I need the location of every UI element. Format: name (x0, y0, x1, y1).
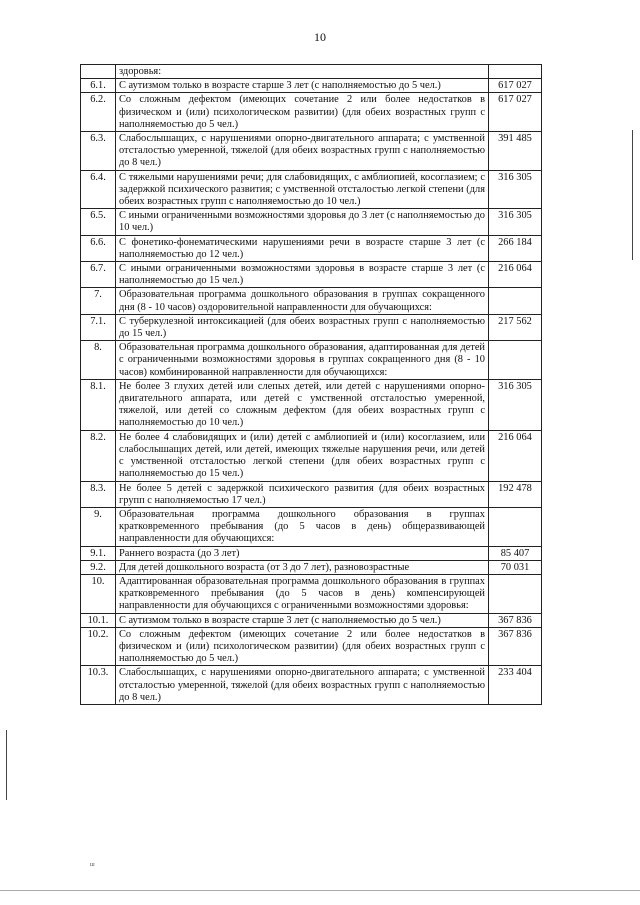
table-row (81, 65, 542, 79)
row-number (81, 65, 116, 79)
row-number: 7.1. (81, 314, 116, 340)
row-description: Слабослышащих, с нарушениями опорно-двигательного аппарата; с умственной отсталостью умеренной, тяжелой (для обеих возрастных групп с наполняемостью до 8 чел.) (116, 132, 489, 171)
page-number: 10 (314, 30, 326, 44)
scan-edge-line (632, 130, 633, 260)
row-number: 6.4. (81, 170, 116, 209)
row-value: 367 836 (489, 613, 542, 627)
scan-edge-line (6, 730, 7, 800)
row-value: 233 404 (489, 666, 542, 705)
table-row (81, 560, 542, 574)
row-number: 9. (81, 507, 116, 546)
row-description: Раннего возраста (до 3 лет) (116, 546, 489, 560)
row-number: 6.6. (81, 235, 116, 261)
table-row (81, 262, 542, 288)
row-value: 617 027 (489, 93, 542, 132)
row-number: 10.2. (81, 627, 116, 666)
table-row (81, 170, 542, 209)
footer-mark: ш (90, 862, 95, 868)
table-row (81, 546, 542, 560)
row-value: 367 836 (489, 627, 542, 666)
row-number: 6.7. (81, 262, 116, 288)
row-number: 8.3. (81, 481, 116, 507)
row-number: 6.1. (81, 79, 116, 93)
row-description: Образовательная программа дошкольного образования, адаптированная для детей с ограниченными возможностями здоровья в группах сокращенного дня (8 - 10 часов) комбинированной направленности для обучающихся: (116, 341, 489, 380)
row-value: 391 485 (489, 132, 542, 171)
table-row (81, 627, 542, 666)
row-description: С туберкулезной интоксикацией (для обеих возрастных групп с наполняемостью до 15 чел.) (116, 314, 489, 340)
row-value: 316 305 (489, 209, 542, 235)
row-value (489, 65, 542, 79)
row-description: Образовательная программа дошкольного образования в группах сокращенного дня (8 - 10 часов) оздоровительной направленности для обучающихся: (116, 288, 489, 314)
table-row (81, 209, 542, 235)
table-row (81, 574, 542, 613)
table-row (81, 288, 542, 314)
table-row (81, 341, 542, 380)
row-description: Образовательная программа дошкольного образования в группах кратковременного пребывания (до 5 часов в день) общеразвивающей направленности для обучающихся: (116, 507, 489, 546)
row-description: Для детей дошкольного возраста (от 3 до 7 лет), разновозрастные (116, 560, 489, 574)
row-description: С аутизмом только в возрасте старше 3 лет (с наполняемостью до 5 чел.) (116, 79, 489, 93)
table-row (81, 93, 542, 132)
row-value: 217 562 (489, 314, 542, 340)
table-row (81, 430, 542, 481)
row-description: С аутизмом только в возрасте старше 3 лет (с наполняемостью до 5 чел.) (116, 613, 489, 627)
row-number: 8.1. (81, 379, 116, 430)
row-description: С тяжелыми нарушениями речи; для слабовидящих, с амблиопией, косоглазием; с задержкой психического развития; с умственной отсталостью легкой степени (для обеих возрастных групп с наполняемостью до 10 чел.) (116, 170, 489, 209)
table-row (81, 666, 542, 705)
row-number: 10.1. (81, 613, 116, 627)
row-description: Не более 3 глухих детей или слепых детей, или детей с нарушениями опорно-двигательного аппарата, или детей с умственной отсталостью умеренной, тяжелой, или детей со сложным дефектом (для обеих возрастных групп с наполняемостью до 10 чел.) (116, 379, 489, 430)
row-value: 85 407 (489, 546, 542, 560)
row-number: 6.3. (81, 132, 116, 171)
table-row (81, 132, 542, 171)
row-description: Слабослышащих, с нарушениями опорно-двигательного аппарата; с умственной отсталостью умеренной, тяжелой (для обеих возрастных групп с наполняемостью до 8 чел.) (116, 666, 489, 705)
table-body (81, 65, 542, 705)
row-value: 216 064 (489, 262, 542, 288)
row-number: 8.2. (81, 430, 116, 481)
row-value: 216 064 (489, 430, 542, 481)
row-number: 9.1. (81, 546, 116, 560)
table-row (81, 507, 542, 546)
row-description: Со сложным дефектом (имеющих сочетание 2 или более недостатков в физическом и (или) психологическом развитии) (для обеих возрастных групп с наполняемостью до 5 чел.) (116, 627, 489, 666)
row-value: 70 031 (489, 560, 542, 574)
row-number: 10. (81, 574, 116, 613)
row-description: С иными ограниченными возможностями здоровья в возрасте старше 3 лет (с наполняемостью до 15 чел.) (116, 262, 489, 288)
row-value (489, 341, 542, 380)
row-value (489, 507, 542, 546)
row-value (489, 288, 542, 314)
row-number: 6.5. (81, 209, 116, 235)
row-number: 10.3. (81, 666, 116, 705)
row-value: 316 305 (489, 170, 542, 209)
row-number: 6.2. (81, 93, 116, 132)
scan-bottom-rule (0, 890, 640, 891)
row-description: Со сложным дефектом (имеющих сочетание 2 или более недостатков в физическом и (или) психологическом развитии) (для обеих возрастных групп с наполняемостью до 5 чел.) (116, 93, 489, 132)
table-row (81, 235, 542, 261)
row-description: С иными ограниченными возможностями здоровья до 3 лет (с наполняемостью до 10 чел.) (116, 209, 489, 235)
table-row (81, 379, 542, 430)
row-description: С фонетико-фонематическими нарушениями речи в возрасте старше 3 лет (с наполняемостью до 12 чел.) (116, 235, 489, 261)
row-value: 617 027 (489, 79, 542, 93)
table-row (81, 79, 542, 93)
table-row (81, 481, 542, 507)
row-value: 316 305 (489, 379, 542, 430)
row-description: Не более 5 детей с задержкой психического развития (для обеих возрастных групп с наполняемостью 17 чел.) (116, 481, 489, 507)
row-description: Адаптированная образовательная программа дошкольного образования в группах кратковременного пребывания (до 5 часов в день) компенсирующей направленности для обучающихся с ограниченными возможностями здоровья: (116, 574, 489, 613)
row-value: 192 478 (489, 481, 542, 507)
row-number: 9.2. (81, 560, 116, 574)
table-row (81, 613, 542, 627)
row-description: здоровья: (116, 65, 489, 79)
table-row (81, 314, 542, 340)
row-value: 266 184 (489, 235, 542, 261)
row-description: Не более 4 слабовидящих и (или) детей с амблиопией и (или) косоглазием, или слабослышащих детей, или детей, имеющих тяжелые нарушения речи, или детей с умственной отсталостью легкой степени (для обеих возрастных групп с наполняемостью до 15 чел.) (116, 430, 489, 481)
row-number: 8. (81, 341, 116, 380)
row-number: 7. (81, 288, 116, 314)
row-value (489, 574, 542, 613)
tariff-table (80, 64, 542, 705)
